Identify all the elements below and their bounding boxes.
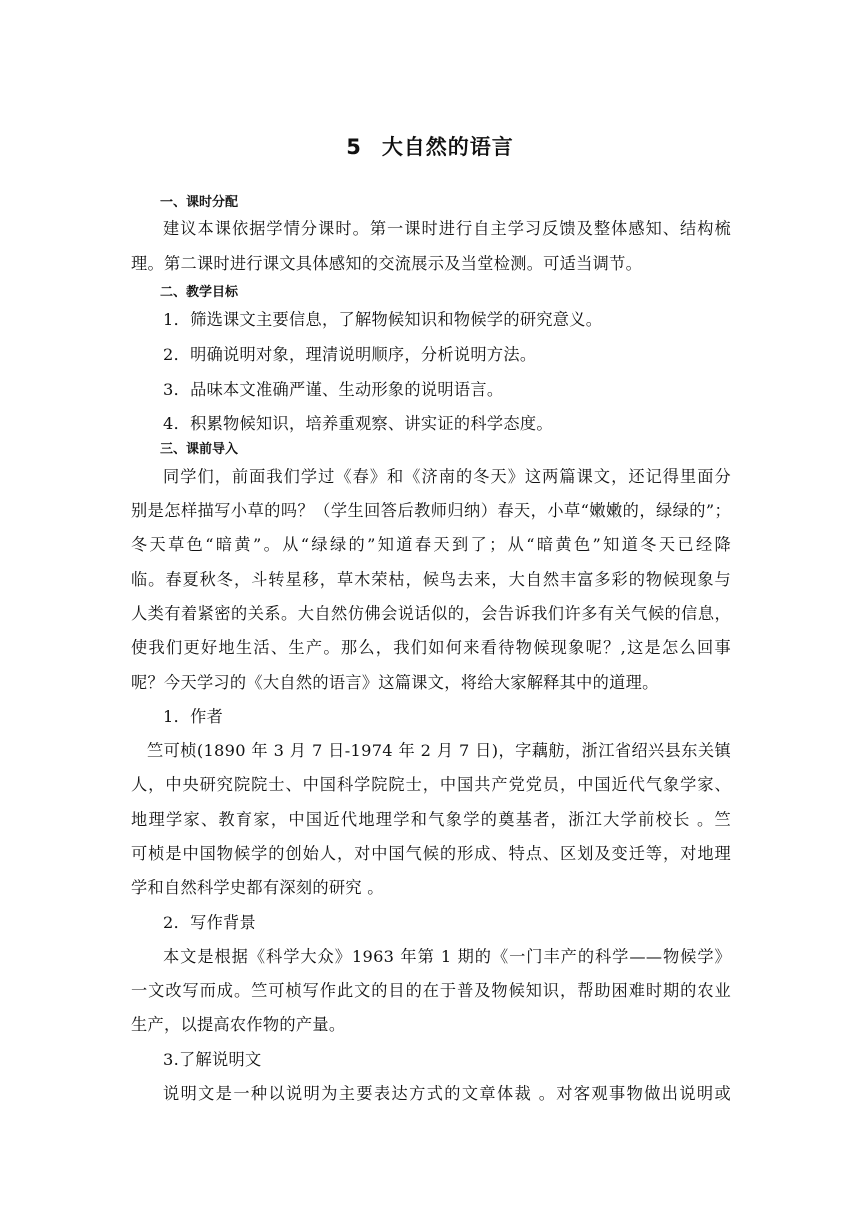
paragraph-line: 本文是根据《科学大众》1963 年第 1 期的《一门丰产的科学——物候学》	[163, 947, 731, 966]
paragraph-line: 说明文是一种以说明为主要表达方式的文章体裁 。对客观事物做出说明或	[163, 1084, 731, 1103]
title-number: 5	[346, 135, 362, 159]
paragraph-line: 地理学家、教育家，中国近代地理学和气象学的奠基者，浙江大学前校长 。竺	[131, 810, 731, 829]
paragraph-line: 人，中央研究院院士、中国科学院院士，中国共产党党员，中国近代气象学家、	[131, 775, 731, 794]
section-heading: 三、课前导入	[160, 442, 239, 457]
list-item: 1．筛选课文主要信息，了解物候知识和物候学的研究意义。	[163, 310, 603, 329]
paragraph-line: 同学们，前面我们学过《春》和《济南的冬天》这两篇课文，还记得里面分	[163, 467, 731, 486]
list-item: 2．明确说明对象，理清说明顺序，分析说明方法。	[163, 345, 537, 364]
page-title	[0, 131, 860, 161]
paragraph-line: 可桢是中国物候学的创始人，对中国气候的形成、特点、区划及变迁等，对地理	[131, 844, 731, 863]
section-heading: 一、课时分配	[160, 195, 239, 210]
subheading: 1．作者	[163, 707, 224, 726]
paragraph-line: 竺可桢(1890 年 3 月 7 日-1974 年 2 月 7 日)，字藕舫，浙江省绍兴县东关镇	[147, 741, 731, 760]
subheading: 3.了解说明文	[163, 1050, 262, 1069]
paragraph-line: 理。第二课时进行课文具体感知的交流展示及当堂检测。可适当调节。	[131, 254, 643, 273]
paragraph-line: 临。春夏秋冬，斗转星移，草木荣枯，候鸟去来，大自然丰富多彩的物候现象与	[131, 570, 731, 589]
list-item: 4．积累物候知识，培养重观察、讲实证的科学态度。	[163, 414, 553, 433]
paragraph-line: 建议本课依据学情分课时。第一课时进行自主学习反馈及整体感知、结构梳	[163, 219, 731, 238]
paragraph-line: 呢？今天学习的《大自然的语言》这篇课文，将给大家解释其中的道理。	[131, 673, 659, 692]
paragraph-line: 冬天草色“暗黄”。从“绿绿的”知道春天到了；从“暗黄色”知道冬天已经降	[131, 535, 731, 554]
section-heading: 二、教学目标	[160, 285, 239, 300]
list-item: 3．品味本文准确严谨、生动形象的说明语言。	[163, 380, 504, 399]
paragraph-line: 使我们更好地生活、生产。那么，我们如何来看待物候现象呢？,这是怎么回事	[131, 638, 731, 657]
paragraph-line: 生产，以提高农作物的产量。	[131, 1015, 346, 1034]
title-text: 大自然的语言	[381, 135, 514, 159]
paragraph-line: 学和自然科学史都有深刻的研究 。	[131, 878, 384, 897]
paragraph-line: 别是怎样描写小草的吗？（学生回答后教师归纳）春天，小草“嫩嫩的，绿绿的”；	[131, 501, 731, 520]
subheading: 2．写作背景	[163, 913, 257, 932]
paragraph-line: 人类有着紧密的关系。大自然仿佛会说话似的，会告诉我们许多有关气候的信息，	[131, 604, 731, 623]
paragraph-line: 一文改写而成。竺可桢写作此文的目的在于普及物候知识，帮助困难时期的农业	[131, 981, 731, 1000]
